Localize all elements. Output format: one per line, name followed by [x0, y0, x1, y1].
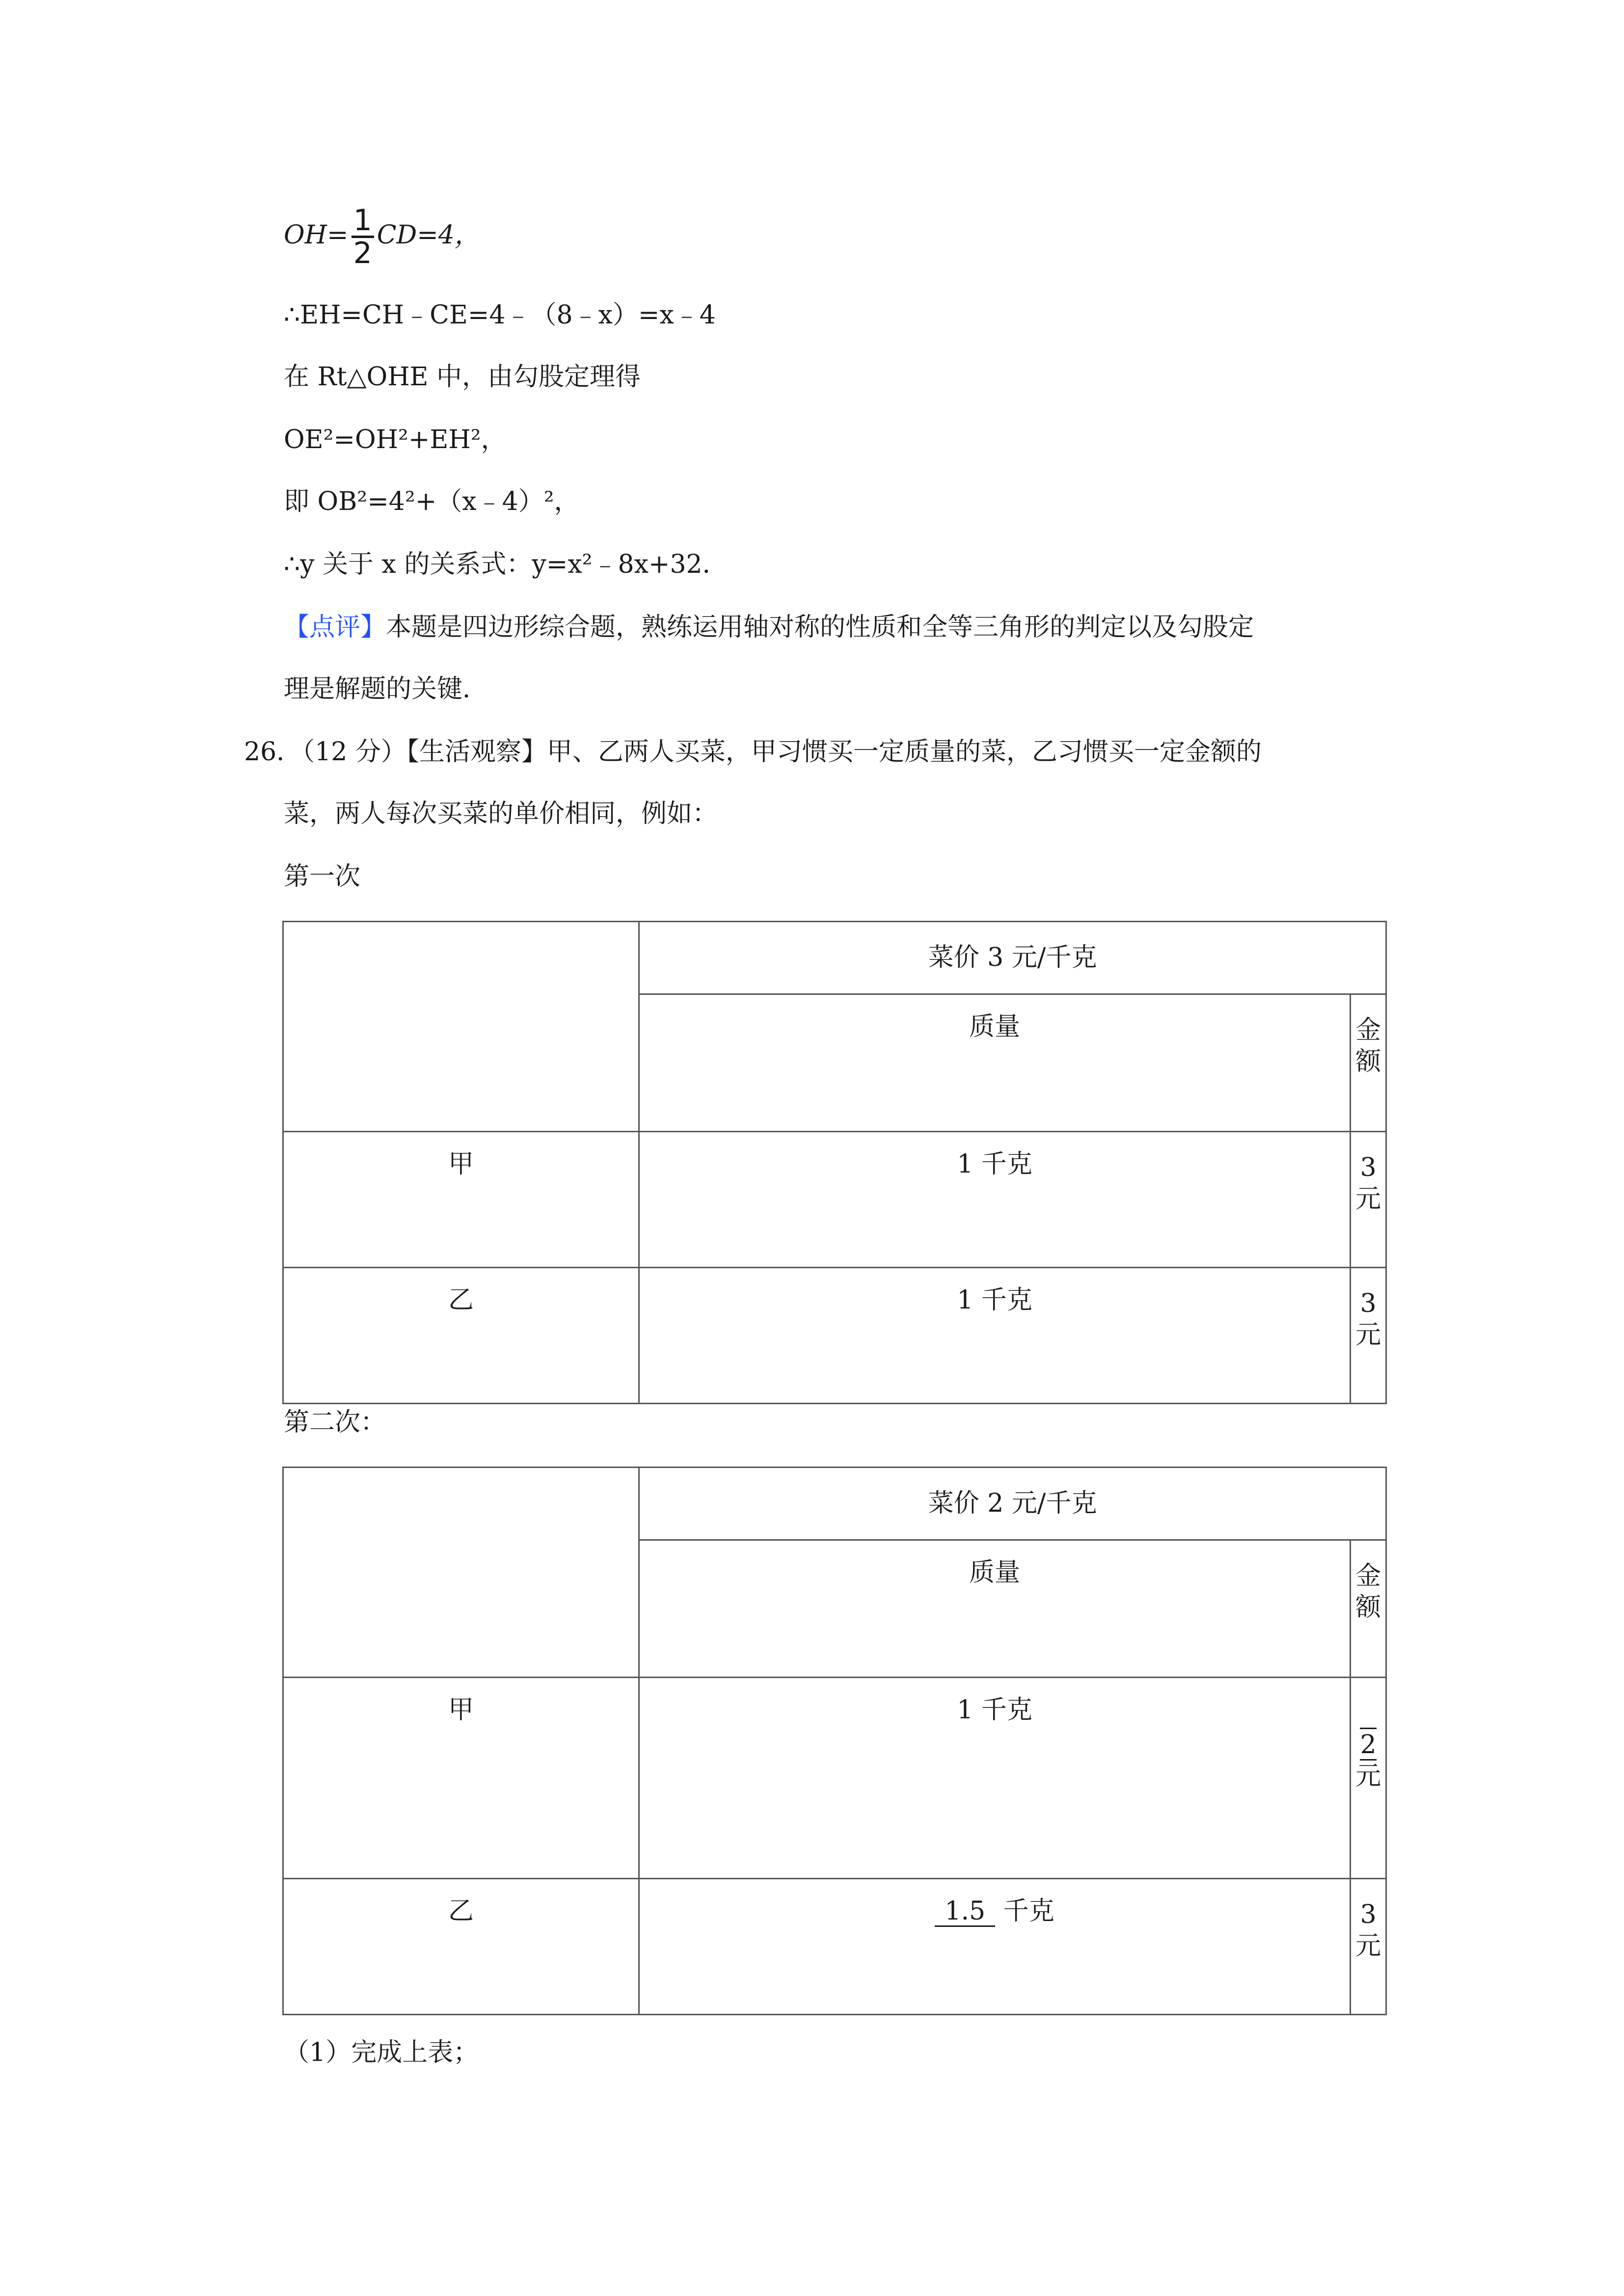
amount-unit: 元 [1355, 1184, 1381, 1214]
oh-suffix: CD=4， [377, 220, 480, 250]
amount-value: 3 [1360, 1153, 1377, 1182]
table2-amount-jia [1351, 1678, 1386, 1879]
table1-empty-header [283, 922, 639, 1132]
table1-person-yi: 乙 [283, 1268, 639, 1404]
amount-unit: 元 [1355, 1762, 1381, 1791]
comment-text-1: 本题是四边形综合题，熟练运用轴对称的性质和全等三角形的判定以及勾股定 [386, 613, 1254, 642]
table1-mass-yi: 1 千克 [639, 1268, 1351, 1404]
table2-empty-header [283, 1468, 639, 1678]
table-row [283, 1268, 1386, 1404]
mass-unit: 千克 [1003, 1896, 1055, 1926]
solution-line-oe: OE²=OH²+EH²， [284, 425, 507, 454]
amount-value: 3 [1360, 1900, 1377, 1929]
amount-unit: 元 [1355, 1320, 1381, 1350]
fraction-denominator: 2 [353, 236, 372, 270]
amount-unit: 元 [1355, 1931, 1381, 1961]
table2-person-jia: 甲 [283, 1678, 639, 1879]
table1-person-jia: 甲 [283, 1132, 639, 1268]
solution-line-ob: 即 OB²=4²+（x﹣4）²， [284, 487, 580, 516]
oh-prefix: OH= [284, 220, 349, 250]
question-text-1: （12 分）【生活观察】甲、乙两人买菜，甲习惯买一定质量的菜，乙习惯买一定金额的 [302, 737, 1262, 767]
answer-blank-mass: 1.5 [935, 1897, 995, 1927]
table1-amount-yi [1351, 1268, 1386, 1404]
table2-mass-jia: 1 千克 [639, 1678, 1351, 1879]
comment-line-1 [284, 612, 1254, 643]
table2-amount-yi [1351, 1879, 1386, 2015]
table2-mass-header: 质量 [639, 1540, 1351, 1678]
solution-line-oh [284, 205, 480, 268]
table1-mass-jia: 1 千克 [639, 1132, 1351, 1268]
table-row [283, 1678, 1386, 1879]
solution-line-relation: ∴y 关于 x 的关系式：y=x²﹣8x+32． [284, 550, 728, 579]
solution-line-pythag-intro: 在 Rt△OHE 中，由勾股定理得 [284, 362, 641, 392]
table2-price-header: 菜价 2 元/千克 [639, 1468, 1386, 1540]
table1-amount-jia [1351, 1132, 1386, 1268]
table2-mass-yi [639, 1879, 1351, 2015]
solution-line-eh: ∴EH=CH﹣CE=4﹣（8﹣x）=x﹣4 [284, 300, 716, 330]
table1-mass-header: 质量 [639, 994, 1351, 1132]
table-row [283, 1879, 1386, 2015]
fraction-numerator: 1 [352, 205, 374, 238]
table2-caption: 第二次： [284, 1408, 386, 1437]
amount-header-char2: 额 [1355, 1047, 1381, 1076]
table1-caption: 第一次 [284, 862, 361, 891]
comment-tag: 【点评】 [284, 613, 386, 642]
question-line-2: 菜，两人每次买菜的单价相同，例如： [284, 799, 718, 828]
subquestion-1: （1）完成上表； [284, 2038, 479, 2067]
amount-header-char2: 额 [1355, 1593, 1381, 1622]
table-first-purchase [282, 921, 1387, 1404]
question-number: 26． [244, 737, 302, 767]
amount-header-char1: 金 [1355, 1015, 1381, 1045]
answer-blank-amount: 2 [1360, 1730, 1377, 1760]
answer-blank-top [1360, 1699, 1377, 1729]
table2-person-yi: 乙 [283, 1879, 639, 2015]
question-line-1 [244, 736, 1262, 768]
table-row [283, 1132, 1386, 1268]
table-second-purchase [282, 1467, 1387, 2015]
amount-header-char1: 金 [1355, 1561, 1381, 1591]
table1-amount-header [1351, 994, 1386, 1132]
one-half-fraction [352, 205, 374, 268]
table2-amount-header [1351, 1540, 1386, 1678]
amount-value: 3 [1360, 1289, 1377, 1318]
comment-line-2: 理是解题的关键． [284, 674, 488, 704]
table1-price-header: 菜价 3 元/千克 [639, 922, 1386, 994]
